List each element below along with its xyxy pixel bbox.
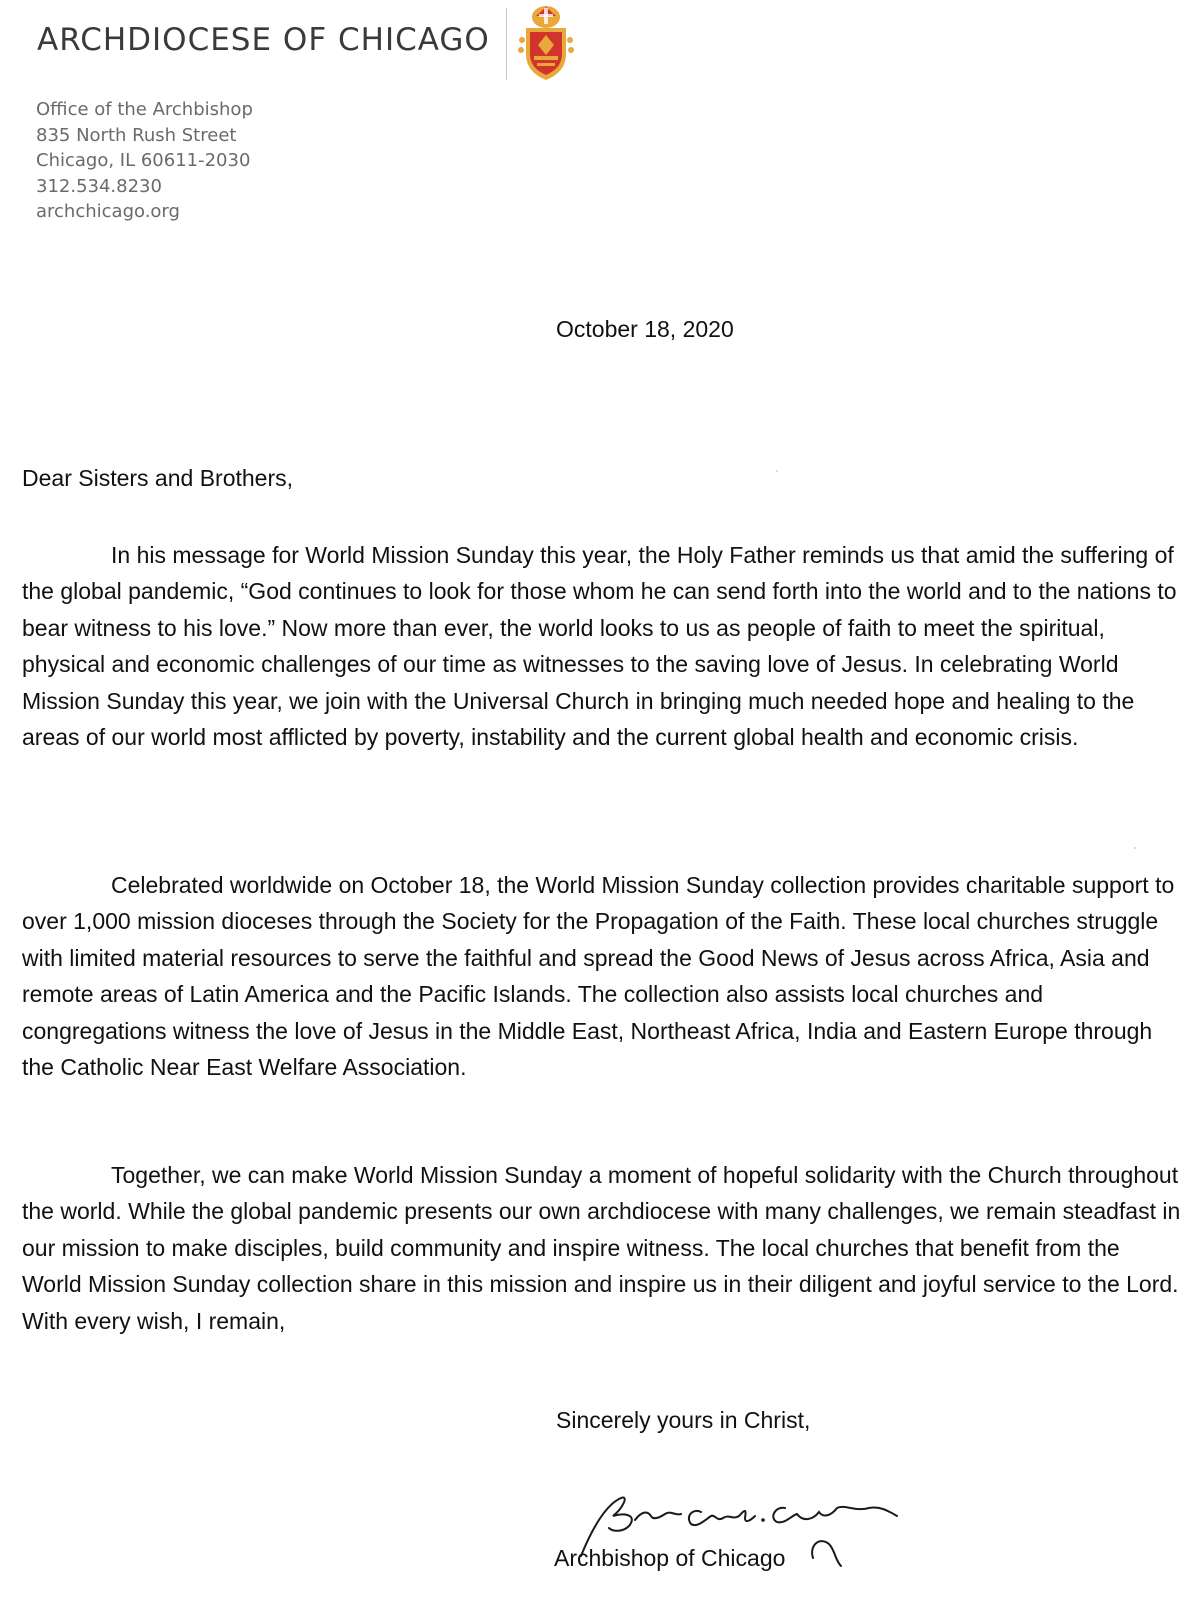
office-line: archchicago.org: [36, 201, 180, 222]
coat-of-arms-icon: [517, 4, 575, 82]
body-paragraph: Celebrated worldwide on October 18, the World Mission Sunday collection provides charitable support to over 1,000 mission dioceses through the Society for the Propagation of the Faith. These local churches struggle with limited material resources to serve the faithful and spread the Good News of Jesus across Africa, Asia and remote areas of Latin America and the Pacific Islands. The collection also assists local churches and congregations witness the love of Jesus in the Middle East, Northeast Africa, India and Eastern Europe through the Catholic Near East Welfare Association.: [22, 872, 1175, 1081]
office-address: [36, 97, 253, 225]
office-line: Chicago, IL 60611-2030: [36, 150, 251, 171]
salutation: Dear Sisters and Brothers,: [22, 465, 294, 491]
office-line: Office of the Archbishop: [36, 99, 253, 120]
letterhead-divider: [506, 8, 507, 80]
letter-date: October 18, 2020: [556, 316, 734, 342]
body-paragraph: In his message for World Mission Sunday this year, the Holy Father reminds us that amid the suffering of the global pandemic, “God continues to look for those whom he can send forth into the world and to the nations to bear witness to his love.” Now more than ever, the world looks to us as people of faith to meet the spiritual, physical and economic challenges of our time as witnesses to the saving love of Jesus. In celebrating World Mission Sunday this year, we join with the Universal Church in bringing much needed hope and healing to the areas of our world most afflicted by poverty, instability and the current global health and economic crisis.: [22, 542, 1177, 751]
scan-speck: [776, 470, 778, 472]
org-name: ARCHDIOCESE OF CHICAGO: [37, 22, 490, 58]
closing: Sincerely yours in Christ,: [556, 1407, 811, 1433]
scan-speck: [1134, 847, 1136, 849]
office-line: 312.534.8230: [36, 175, 162, 197]
office-line: 835 North Rush Street: [36, 124, 237, 146]
body-paragraph: Together, we can make World Mission Sunday a moment of hopeful solidarity with the Church throughout the world. While the global pandemic presents our own archdiocese with many challenges, we remain steadfast in our mission to make disciples, build community and inspire witness. The local churches that benefit from the World Mission Sunday collection share in this mission and inspire us in their diligent and joyful service to the Lord. With every wish, I remain,: [22, 1162, 1181, 1334]
signature-title: Archbishop of Chicago: [554, 1545, 786, 1571]
